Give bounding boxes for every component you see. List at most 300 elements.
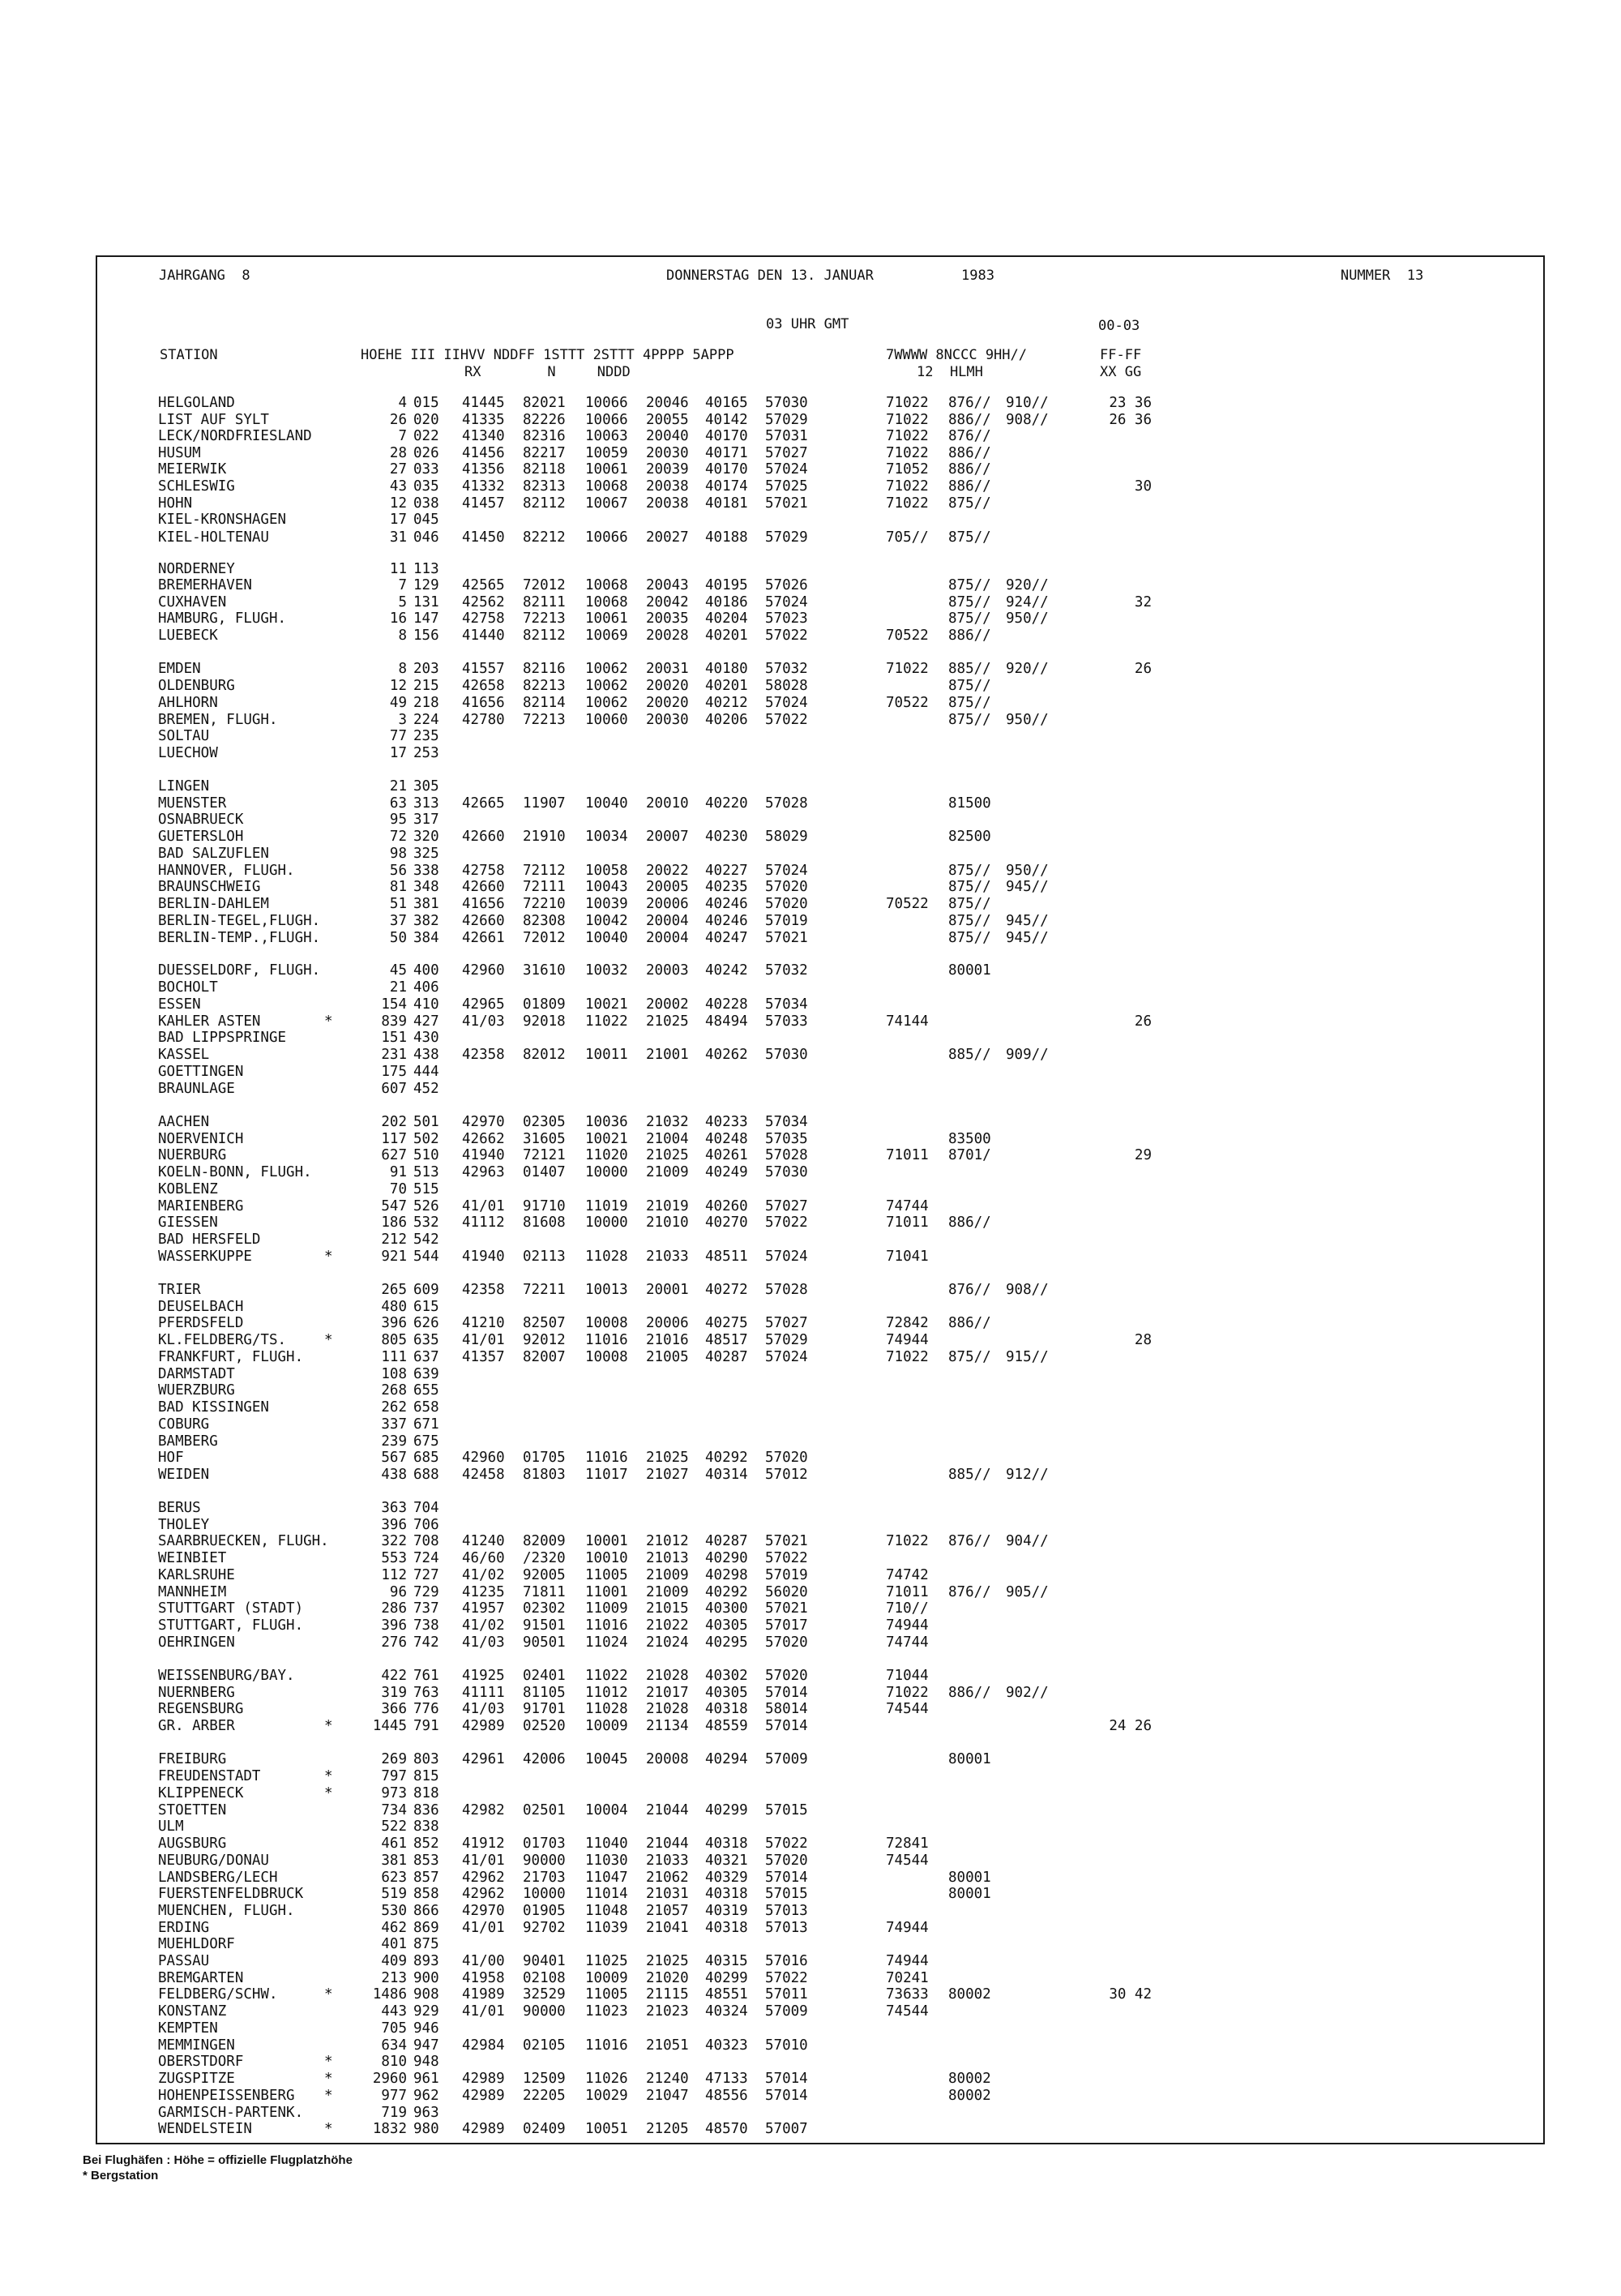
cell-name: BREMGARTEN — [158, 1970, 244, 1986]
cell-s1: 10040 — [585, 930, 628, 946]
cell-hoehe: 553 — [381, 1550, 407, 1566]
cell-hoehe: 5 — [398, 594, 407, 610]
cell-iihvv: 41989 — [462, 1986, 505, 2003]
cell-pppp: 40299 — [705, 1802, 748, 1818]
cell-nddff: 72012 — [523, 930, 566, 946]
cell-hoehe: 396 — [381, 1617, 407, 1634]
cell-iii: 501 — [413, 1114, 439, 1130]
cell-iii: 022 — [413, 428, 439, 444]
cell-pppp: 40246 — [705, 913, 748, 929]
table-row — [0, 1131, 1621, 1148]
cell-n8: 876// — [948, 1282, 991, 1298]
cell-iii: 015 — [413, 395, 439, 411]
cell-appp: 58014 — [765, 1701, 808, 1717]
cell-w: 71052 — [886, 461, 929, 478]
cell-name: LIST AUF SYLT — [158, 412, 269, 428]
cell-pppp: 40228 — [705, 996, 748, 1013]
cell-appp: 57035 — [765, 1131, 808, 1147]
cell-name: HOHN — [158, 495, 193, 512]
cell-hoehe: 1445 — [372, 1718, 407, 1734]
cell-hoehe: 337 — [381, 1416, 407, 1433]
table-row — [0, 577, 1621, 594]
cell-s2: 21134 — [646, 1718, 689, 1734]
cell-iii: 338 — [413, 863, 439, 879]
cell-s2: 20006 — [646, 896, 689, 912]
cell-nddff: 90000 — [523, 2003, 566, 2020]
cell-s1: 10067 — [585, 495, 628, 512]
cell-ff: 23 36 — [1109, 395, 1152, 411]
cell-nddff: 22205 — [523, 2088, 566, 2104]
table-row — [0, 1970, 1621, 1987]
cell-iii: 203 — [413, 661, 439, 677]
cell-s1: 10068 — [585, 577, 628, 593]
table-row — [0, 478, 1621, 495]
table-row — [0, 1214, 1621, 1232]
cell-appp: 57032 — [765, 661, 808, 677]
cell-w: 70522 — [886, 628, 929, 644]
cell-hoehe: 17 — [389, 745, 407, 761]
cell-nddff: 01809 — [523, 996, 566, 1013]
cell-star: * — [324, 1785, 333, 1801]
cell-star: * — [324, 1013, 333, 1030]
cell-iii: 317 — [413, 812, 439, 828]
cell-iihvv: 41940 — [462, 1147, 505, 1163]
cell-nddff: 82316 — [523, 428, 566, 444]
cell-s1: 11026 — [585, 2071, 628, 2087]
table-row — [0, 678, 1621, 695]
table-row — [0, 1433, 1621, 1450]
cell-pppp: 40287 — [705, 1533, 748, 1549]
cell-hoehe: 12 — [389, 678, 407, 694]
table-row — [0, 610, 1621, 628]
cell-iii: 156 — [413, 628, 439, 644]
cell-w: 71022 — [886, 1349, 929, 1365]
cell-n8: 875// — [948, 863, 991, 879]
cell-pppp: 40262 — [705, 1047, 748, 1063]
cell-hoehe: 63 — [389, 795, 407, 812]
cell-iihvv: 41210 — [462, 1315, 505, 1331]
cell-name: GUETERSLOH — [158, 829, 244, 845]
cell-name: LUEBECK — [158, 628, 218, 644]
cell-iii: 609 — [413, 1282, 439, 1298]
cell-iii: 961 — [413, 2071, 439, 2087]
cell-n8: 80002 — [948, 2071, 991, 2087]
table-row — [0, 1701, 1621, 1718]
cell-s2: 20008 — [646, 1751, 689, 1767]
cell-n8: 876// — [948, 428, 991, 444]
cell-s2: 21027 — [646, 1467, 689, 1483]
cell-w: 710// — [886, 1600, 929, 1617]
cell-iihvv: 42989 — [462, 2121, 505, 2137]
cell-s2: 20028 — [646, 628, 689, 644]
cell-s1: 10059 — [585, 445, 628, 461]
cell-nddff: 72111 — [523, 879, 566, 895]
cell-pppp: 40195 — [705, 577, 748, 593]
cell-iii: 410 — [413, 996, 439, 1013]
cell-iihvv: 42665 — [462, 795, 505, 812]
table-row — [0, 1047, 1621, 1064]
cell-iihvv: 41/03 — [462, 1634, 505, 1651]
cell-name: COBURG — [158, 1416, 210, 1433]
cell-nddff: 92702 — [523, 1920, 566, 1936]
cell-h9: 912// — [1006, 1467, 1049, 1483]
cell-n8: 885// — [948, 1467, 991, 1483]
cell-appp: 57014 — [765, 2088, 808, 2104]
cell-nddff: 82021 — [523, 395, 566, 411]
cell-hoehe: 265 — [381, 1282, 407, 1298]
cell-s2: 20046 — [646, 395, 689, 411]
cell-pppp: 40181 — [705, 495, 748, 512]
cell-hoehe: 111 — [381, 1349, 407, 1365]
cell-hoehe: 4 — [398, 395, 407, 411]
cell-nddff: 82007 — [523, 1349, 566, 1365]
cell-nddff: 82112 — [523, 495, 566, 512]
cell-hoehe: 530 — [381, 1903, 407, 1919]
table-row — [0, 1147, 1621, 1164]
cell-name: BREMERHAVEN — [158, 577, 252, 593]
cell-s1: 10010 — [585, 1550, 628, 1566]
cell-w: 71022 — [886, 445, 929, 461]
cell-pppp: 47133 — [705, 2071, 748, 2087]
cell-appp: 57023 — [765, 610, 808, 627]
cell-nddff: 82012 — [523, 1047, 566, 1063]
cell-n8: 875// — [948, 913, 991, 929]
table-row — [0, 1886, 1621, 1903]
cell-h9: 950// — [1006, 863, 1049, 879]
cell-pppp: 40201 — [705, 628, 748, 644]
table-row — [0, 1920, 1621, 1937]
cell-s2: 21025 — [646, 1147, 689, 1163]
cell-h9: 908// — [1006, 1282, 1049, 1298]
cell-w: 70522 — [886, 896, 929, 912]
cell-hoehe: 627 — [381, 1147, 407, 1163]
cell-s1: 11016 — [585, 1617, 628, 1634]
cell-n8: 886// — [948, 1315, 991, 1331]
cell-s2: 21205 — [646, 2121, 689, 2137]
cell-pppp: 40319 — [705, 1903, 748, 1919]
cell-s2: 21028 — [646, 1668, 689, 1684]
cell-pppp: 40324 — [705, 2003, 748, 2020]
cell-name: LINGEN — [158, 778, 210, 795]
cell-iihvv: 41/03 — [462, 1013, 505, 1030]
table-row — [0, 561, 1621, 578]
cell-nddff: 31610 — [523, 962, 566, 979]
cell-appp: 57014 — [765, 1870, 808, 1886]
cell-star: * — [324, 1249, 333, 1265]
cell-pppp: 40315 — [705, 1953, 748, 1969]
table-row — [0, 395, 1621, 412]
cell-hoehe: 366 — [381, 1701, 407, 1717]
cell-s1: 11017 — [585, 1467, 628, 1483]
cell-h9: 920// — [1006, 661, 1049, 677]
cell-hoehe: 547 — [381, 1198, 407, 1214]
cell-iihvv: 42660 — [462, 879, 505, 895]
cell-nddff: 92018 — [523, 1013, 566, 1030]
cell-hoehe: 276 — [381, 1634, 407, 1651]
cell-pppp: 40272 — [705, 1282, 748, 1298]
cell-name: WUERZBURG — [158, 1382, 235, 1399]
cell-h9: 945// — [1006, 913, 1049, 929]
cell-s2: 21012 — [646, 1533, 689, 1549]
cell-name: STOETTEN — [158, 1802, 227, 1818]
cell-pppp: 40142 — [705, 412, 748, 428]
cell-iii: 685 — [413, 1450, 439, 1466]
cell-appp: 57022 — [765, 1970, 808, 1986]
cell-appp: 57034 — [765, 1114, 808, 1130]
cell-pppp: 40230 — [705, 829, 748, 845]
cell-iihvv: 41/01 — [462, 1920, 505, 1936]
cell-w: 71011 — [886, 1214, 929, 1231]
cell-name: KEMPTEN — [158, 2020, 218, 2037]
cell-w: 71022 — [886, 495, 929, 512]
cell-s1: 10032 — [585, 962, 628, 979]
table-row — [0, 1567, 1621, 1584]
cell-iii: 947 — [413, 2037, 439, 2054]
cell-w: 74944 — [886, 1617, 929, 1634]
cell-pppp: 48494 — [705, 1013, 748, 1030]
cell-iii: 946 — [413, 2020, 439, 2037]
cell-hoehe: 91 — [389, 1164, 407, 1180]
cell-w: 74744 — [886, 1198, 929, 1214]
cell-s1: 10068 — [585, 478, 628, 495]
cell-iii: 515 — [413, 1181, 439, 1197]
cell-hoehe: 705 — [381, 2020, 407, 2037]
cell-s2: 21025 — [646, 1953, 689, 1969]
cell-name: BREMEN, FLUGH. — [158, 712, 278, 728]
cell-nddff: 82111 — [523, 594, 566, 610]
cell-s2: 20039 — [646, 461, 689, 478]
cell-w: 71022 — [886, 395, 929, 411]
cell-s2: 21016 — [646, 1332, 689, 1348]
cell-hoehe: 3 — [398, 712, 407, 728]
cell-hoehe: 51 — [389, 896, 407, 912]
cell-iii: 046 — [413, 529, 439, 546]
cell-appp: 57021 — [765, 495, 808, 512]
cell-s1: 11039 — [585, 1920, 628, 1936]
cell-iihvv: 42984 — [462, 2037, 505, 2054]
cell-nddff: 81105 — [523, 1685, 566, 1701]
cell-name: NUERNBERG — [158, 1685, 235, 1701]
cell-hoehe: 839 — [381, 1013, 407, 1030]
cell-s2: 21004 — [646, 1131, 689, 1147]
cell-iihvv: 41357 — [462, 1349, 505, 1365]
cell-s2: 21051 — [646, 2037, 689, 2054]
table-row — [0, 1634, 1621, 1651]
cell-name: GIESSEN — [158, 1214, 218, 1231]
cell-iihvv: 41557 — [462, 661, 505, 677]
cell-s2: 21062 — [646, 1870, 689, 1886]
cell-name: NUERBURG — [158, 1147, 227, 1163]
cell-s2: 20043 — [646, 577, 689, 593]
cell-nddff: 82112 — [523, 628, 566, 644]
cell-iihvv: 42962 — [462, 1870, 505, 1886]
cell-name: DEUSELBACH — [158, 1299, 244, 1315]
cell-appp: 57030 — [765, 395, 808, 411]
cell-s2: 20003 — [646, 962, 689, 979]
cell-nddff: 82116 — [523, 661, 566, 677]
cell-hoehe: 409 — [381, 1953, 407, 1969]
cell-appp: 57024 — [765, 1349, 808, 1365]
cell-iihvv: 42780 — [462, 712, 505, 728]
cell-n8: 876// — [948, 395, 991, 411]
cell-iihvv: 41/02 — [462, 1617, 505, 1634]
cell-iihvv: 41457 — [462, 495, 505, 512]
cell-name: KARLSRUHE — [158, 1567, 235, 1583]
cell-n8: 875// — [948, 495, 991, 512]
cell-w: 71041 — [886, 1249, 929, 1265]
cell-pppp: 40321 — [705, 1853, 748, 1869]
cell-iihvv: 41/00 — [462, 1953, 505, 1969]
cell-pppp: 40305 — [705, 1617, 748, 1634]
table-row — [0, 1853, 1621, 1870]
cell-w: 71011 — [886, 1147, 929, 1163]
cell-s2: 21009 — [646, 1584, 689, 1600]
cell-hoehe: 50 — [389, 930, 407, 946]
cell-s1: 10060 — [585, 712, 628, 728]
cell-pppp: 40180 — [705, 661, 748, 677]
cell-s1: 10066 — [585, 412, 628, 428]
cell-hoehe: 21 — [389, 778, 407, 795]
cell-iii: 724 — [413, 1550, 439, 1566]
cell-iii: 838 — [413, 1818, 439, 1835]
cell-iii: 948 — [413, 2054, 439, 2070]
cell-hoehe: 7 — [398, 577, 407, 593]
cell-nddff: 82507 — [523, 1315, 566, 1331]
cell-iii: 893 — [413, 1953, 439, 1969]
table-row — [0, 1818, 1621, 1836]
cell-iii: 857 — [413, 1870, 439, 1886]
cell-pppp: 40275 — [705, 1315, 748, 1331]
cell-nddff: 91701 — [523, 1701, 566, 1717]
cell-iii: 033 — [413, 461, 439, 478]
cell-pppp: 40242 — [705, 962, 748, 979]
cell-s2: 20007 — [646, 829, 689, 845]
cell-h9: 908// — [1006, 412, 1049, 428]
table-row — [0, 1500, 1621, 1517]
cell-iii: 742 — [413, 1634, 439, 1651]
cell-iii: 438 — [413, 1047, 439, 1063]
cell-nddff: 82212 — [523, 529, 566, 546]
cell-hoehe: 522 — [381, 1818, 407, 1835]
table-row — [0, 879, 1621, 896]
cell-iii: 803 — [413, 1751, 439, 1767]
cell-iihvv: 42562 — [462, 594, 505, 610]
cell-hoehe: 567 — [381, 1450, 407, 1466]
cell-name: MUENCHEN, FLUGH. — [158, 1903, 295, 1919]
cell-s2: 20031 — [646, 661, 689, 677]
cell-iii: 900 — [413, 1970, 439, 1986]
table-row — [0, 1232, 1621, 1249]
table-row — [0, 628, 1621, 645]
cell-h9: 945// — [1006, 930, 1049, 946]
cell-iihvv: 41/03 — [462, 1701, 505, 1717]
table-row — [0, 2054, 1621, 2071]
cell-s2: 21020 — [646, 1970, 689, 1986]
cell-hoehe: 1486 — [372, 1986, 407, 2003]
cell-iihvv: 42989 — [462, 2071, 505, 2087]
cell-name: ULM — [158, 1818, 184, 1835]
ff-column-header: FF-FF — [1100, 347, 1142, 363]
cell-s1: 10039 — [585, 896, 628, 912]
cell-name: FELDBERG/SCHW. — [158, 1986, 278, 2003]
table-row — [0, 1164, 1621, 1181]
cell-iihvv: 41958 — [462, 1970, 505, 1986]
cell-name: MEIERWIK — [158, 461, 227, 478]
cell-s2: 20055 — [646, 412, 689, 428]
cell-appp: 57014 — [765, 1718, 808, 1734]
cell-w: 71022 — [886, 428, 929, 444]
cell-s2: 21022 — [646, 1617, 689, 1634]
table-row — [0, 1600, 1621, 1617]
table-row — [0, 1668, 1621, 1685]
cell-s1: 10062 — [585, 661, 628, 677]
cell-name: NOERVENICH — [158, 1131, 244, 1147]
cell-iii: 866 — [413, 1903, 439, 1919]
cell-pppp: 40249 — [705, 1164, 748, 1180]
cell-hoehe: 381 — [381, 1853, 407, 1869]
cell-hoehe: 28 — [389, 445, 407, 461]
cell-n8: 886// — [948, 1214, 991, 1231]
cell-n8: 80002 — [948, 2088, 991, 2104]
cell-name: KOBLENZ — [158, 1181, 218, 1197]
cell-name: WEIDEN — [158, 1467, 210, 1483]
cell-iii: 224 — [413, 712, 439, 728]
cell-iii: 513 — [413, 1164, 439, 1180]
cell-s1: 10009 — [585, 1970, 628, 1986]
cell-appp: 57020 — [765, 1634, 808, 1651]
cell-star: * — [324, 1718, 333, 1734]
cell-appp: 57024 — [765, 863, 808, 879]
cell-nddff: 01407 — [523, 1164, 566, 1180]
cell-pppp: 40302 — [705, 1668, 748, 1684]
cell-s2: 20001 — [646, 1282, 689, 1298]
cell-s2: 20020 — [646, 678, 689, 694]
cell-nddff: 02105 — [523, 2037, 566, 2054]
cell-s2: 21032 — [646, 1114, 689, 1130]
cell-hoehe: 286 — [381, 1600, 407, 1617]
cell-pppp: 40292 — [705, 1584, 748, 1600]
cell-nddff: 21910 — [523, 829, 566, 845]
cell-iii: 020 — [413, 412, 439, 428]
table-row — [0, 728, 1621, 745]
cell-appp: 57030 — [765, 1047, 808, 1063]
cell-nddff: 12509 — [523, 2071, 566, 2087]
cell-s1: 11009 — [585, 1600, 628, 1617]
cell-hoehe: 49 — [389, 695, 407, 711]
tail-columns-subheader: 12 HLMH — [917, 364, 983, 380]
cell-s1: 11012 — [585, 1685, 628, 1701]
cell-s1: 10062 — [585, 695, 628, 711]
cell-n8: 885// — [948, 661, 991, 677]
table-row — [0, 1751, 1621, 1768]
cell-hoehe: 480 — [381, 1299, 407, 1315]
cell-nddff: 82308 — [523, 913, 566, 929]
table-row — [0, 445, 1621, 462]
cell-n8: 80002 — [948, 1986, 991, 2003]
cell-iihvv: 42358 — [462, 1047, 505, 1063]
cell-s2: 20035 — [646, 610, 689, 627]
cell-s2: 21005 — [646, 1349, 689, 1365]
cell-iii: 325 — [413, 846, 439, 862]
table-row — [0, 778, 1621, 795]
cell-s2: 21013 — [646, 1550, 689, 1566]
cell-s1: 10045 — [585, 1751, 628, 1767]
cell-pppp: 40298 — [705, 1567, 748, 1583]
table-row — [0, 2071, 1621, 2088]
cell-w: 74544 — [886, 1701, 929, 1717]
cell-name: OBERSTDORF — [158, 2054, 244, 2070]
cell-name: ESSEN — [158, 996, 201, 1013]
